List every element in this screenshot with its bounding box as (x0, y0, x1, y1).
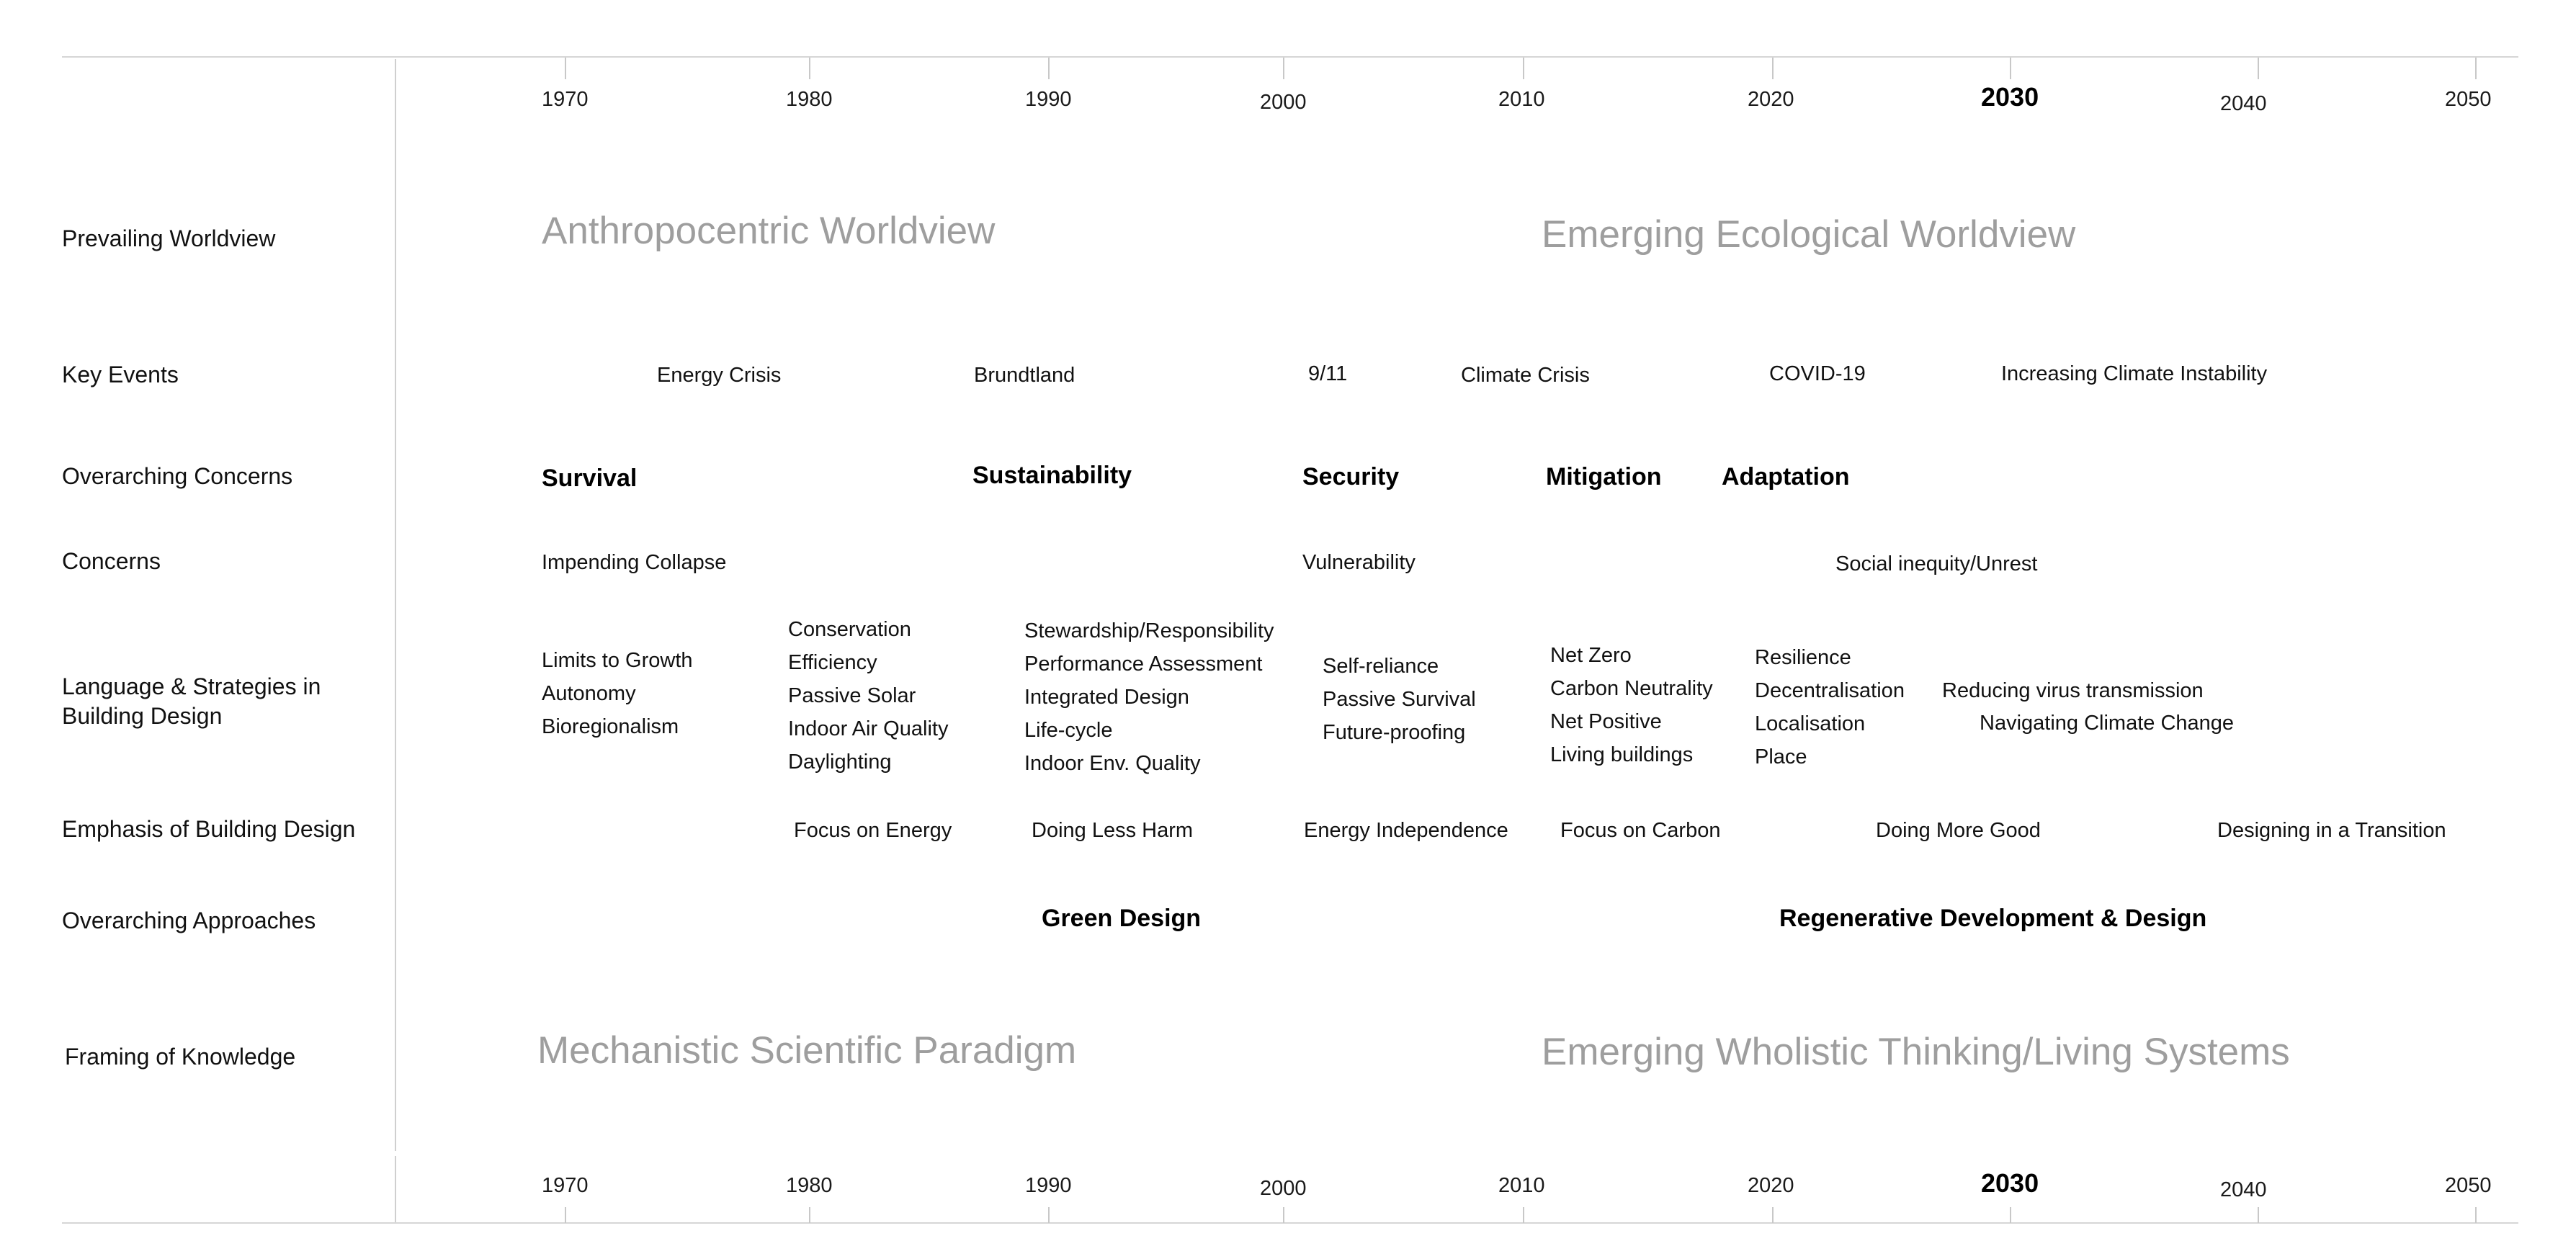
strategy-item: Net Positive (1550, 710, 1662, 733)
event-covid-19: COVID-19 (1769, 362, 1866, 385)
year-tick-1990 (1048, 58, 1050, 79)
event-climate-instability: Increasing Climate Instability (2001, 362, 2268, 385)
strategy-item: Net Zero (1550, 644, 1632, 667)
year-tick-1970 (565, 1207, 566, 1223)
strategy-item: Conservation (788, 618, 911, 641)
year-label-1980: 1980 (786, 1174, 833, 1197)
year-label-1970: 1970 (542, 1174, 589, 1197)
label-column-divider-bottom (395, 1156, 396, 1222)
strategy-item: Daylighting (788, 751, 892, 774)
row-label-concerns: Concerns (62, 548, 161, 574)
year-tick-2050 (2475, 58, 2477, 79)
year-tick-2020 (1772, 58, 1774, 79)
strategy-item: Indoor Air Quality (788, 717, 949, 740)
year-label-2030: 2030 (1981, 82, 2039, 112)
year-label-2000: 2000 (1260, 91, 1307, 114)
row-label-worldview: Prevailing Worldview (62, 225, 276, 251)
year-tick-2050 (2475, 1207, 2477, 1223)
year-tick-2040 (2258, 1207, 2259, 1223)
emphasis-doing-less-harm: Doing Less Harm (1032, 819, 1194, 842)
year-label-2050: 2050 (2445, 88, 2492, 111)
year-label-2000: 2000 (1260, 1177, 1307, 1200)
label-column-divider (395, 59, 396, 1151)
concern-vulnerability: Vulnerability (1302, 551, 1416, 574)
strategy-item: Autonomy (542, 682, 636, 705)
concern-adaptation: Adaptation (1722, 463, 1850, 490)
year-tick-2000 (1283, 1207, 1284, 1223)
strategy-item: Indoor Env. Quality (1024, 752, 1201, 775)
strategy-item: Performance Assessment (1024, 653, 1263, 676)
year-label-1980: 1980 (786, 88, 833, 111)
concern-impending-collapse: Impending Collapse (542, 551, 727, 574)
year-tick-1980 (809, 58, 810, 79)
row-label-language-line2: Building Design (62, 703, 223, 729)
row-label-emphasis: Emphasis of Building Design (62, 816, 356, 842)
year-tick-2040 (2258, 58, 2259, 79)
strategy-item: Passive Solar (788, 684, 916, 707)
event-climate-crisis: Climate Crisis (1461, 364, 1590, 387)
emphasis-doing-more-good: Doing More Good (1876, 819, 2041, 842)
worldview-ecological: Emerging Ecological Worldview (1542, 213, 2076, 256)
strategy-item: Carbon Neutrality (1550, 677, 1713, 700)
strategy-item: Living buildings (1550, 743, 1694, 766)
emphasis-focus-on-energy: Focus on Energy (794, 819, 952, 842)
emphasis-energy-independence: Energy Independence (1304, 819, 1508, 842)
row-label-language (62, 672, 321, 731)
concern-mitigation: Mitigation (1546, 463, 1662, 490)
year-label-2040: 2040 (2220, 1178, 2267, 1201)
year-tick-2010 (1523, 1207, 1524, 1223)
year-tick-2010 (1523, 58, 1524, 79)
strategies-column-1980s (788, 613, 948, 779)
framing-mechanistic-paradigm: Mechanistic Scientific Paradigm (537, 1029, 1077, 1072)
framing-wholistic-thinking: Emerging Wholistic Thinking/Living Systems (1542, 1031, 2290, 1073)
strategies-column-2000s (1323, 650, 1476, 749)
year-tick-2020 (1772, 1207, 1774, 1223)
concern-social-inequity: Social inequity/Unrest (1835, 552, 2038, 575)
year-tick-2000 (1283, 58, 1284, 79)
strategies-column-1970s (542, 644, 693, 743)
strategy-item: Place (1755, 745, 1807, 769)
year-tick-1970 (565, 58, 566, 79)
year-tick-1990 (1048, 1207, 1050, 1223)
strategy-item: Decentralisation (1755, 679, 1905, 702)
event-brundtland: Brundtland (974, 364, 1075, 387)
event-9-11: 9/11 (1308, 362, 1348, 385)
approach-green-design: Green Design (1042, 905, 1202, 932)
strategies-column-1990s (1024, 614, 1274, 780)
strategy-reducing-virus-transmission: Reducing virus transmission (1942, 679, 2204, 702)
row-label-framing: Framing of Knowledge (65, 1044, 296, 1070)
year-label-2040: 2040 (2220, 92, 2267, 115)
event-energy-crisis: Energy Crisis (657, 364, 782, 387)
approach-regenerative-design: Regenerative Development & Design (1779, 905, 2207, 932)
strategy-item: Efficiency (788, 651, 877, 674)
year-tick-1980 (809, 1207, 810, 1223)
concern-survival: Survival (542, 465, 638, 492)
strategy-item: Localisation (1755, 712, 1866, 735)
strategy-item: Passive Survival (1323, 688, 1476, 711)
concern-sustainability: Sustainability (972, 462, 1132, 489)
strategy-item: Self-reliance (1323, 655, 1439, 678)
year-label-2020: 2020 (1748, 88, 1794, 111)
year-label-2010: 2010 (1498, 88, 1545, 111)
row-label-language-line1: Language & Strategies in (62, 673, 321, 699)
year-label-2010: 2010 (1498, 1174, 1545, 1197)
strategy-navigating-climate-change: Navigating Climate Change (1980, 712, 2235, 735)
year-label-1990: 1990 (1025, 1174, 1072, 1197)
strategy-item: Future-proofing (1323, 721, 1466, 744)
strategy-item: Life-cycle (1024, 719, 1113, 742)
year-label-2020: 2020 (1748, 1174, 1794, 1197)
row-label-key-events: Key Events (62, 362, 179, 387)
worldview-anthropocentric: Anthropocentric Worldview (542, 210, 996, 252)
strategy-item: Limits to Growth (542, 649, 693, 672)
strategies-column-2020s (1755, 641, 1905, 774)
strategies-column-2010s (1550, 639, 1713, 771)
row-label-overarching-concerns: Overarching Concerns (62, 463, 293, 489)
year-tick-2030 (2010, 58, 2011, 79)
emphasis-designing-in-transition: Designing in a Transition (2217, 819, 2446, 842)
year-label-1970: 1970 (542, 88, 589, 111)
year-label-2050: 2050 (2445, 1174, 2492, 1197)
year-label-2030: 2030 (1981, 1168, 2039, 1198)
top-border-line (62, 56, 2518, 58)
concern-security: Security (1302, 463, 1400, 490)
year-label-1990: 1990 (1025, 88, 1072, 111)
emphasis-focus-on-carbon: Focus on Carbon (1560, 819, 1721, 842)
bottom-border-line (62, 1222, 2518, 1224)
year-tick-2030 (2010, 1207, 2011, 1223)
row-label-approaches: Overarching Approaches (62, 908, 316, 933)
strategy-item: Stewardship/Responsibility (1024, 619, 1274, 642)
strategy-item: Bioregionalism (542, 715, 679, 738)
strategy-item: Integrated Design (1024, 686, 1189, 709)
strategy-item: Resilience (1755, 646, 1851, 669)
